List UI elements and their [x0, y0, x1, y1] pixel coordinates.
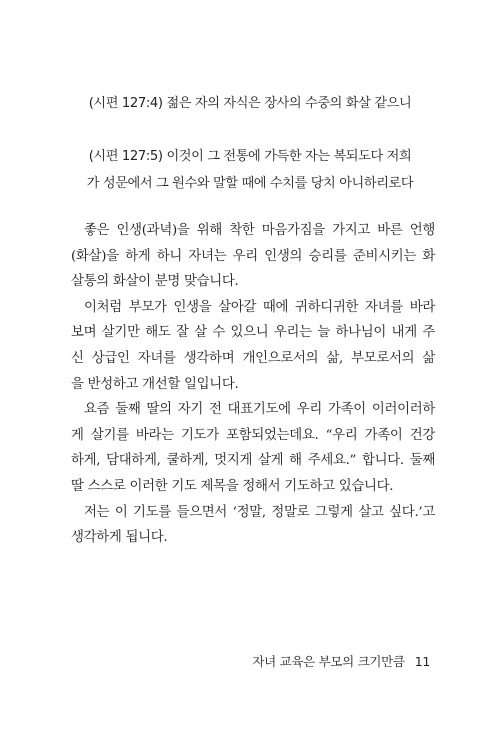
paragraph [71, 397, 435, 499]
scripture-verse-psalm-127-5 [60, 143, 440, 197]
text-line: 신 상급인 자녀를 생각하며 개인으로서의 삶, 부모로서의 삶 [71, 350, 435, 366]
text-line: 보며 살기만 해도 잘 살 수 있으니 우리는 늘 하나님이 내게 주 [71, 325, 435, 341]
scripture-verse-psalm-127-4 [60, 90, 440, 117]
book-title: 자녀 교육은 부모의 크기만큼 [252, 654, 405, 669]
text-line: 생각하게 됩니다. [71, 530, 168, 546]
text-line: 게 살기를 바라는 기도가 포함되었는데요. “우리 가족이 건강 [71, 427, 435, 443]
text-line: 하게, 담대하게, 쿨하게, 멋지게 살게 해 주세요.” 합니다. 둘째 [71, 453, 435, 469]
verse-line: 가 성문에서 그 원수와 말할 때에 수치를 당치 아니하리로다 [86, 176, 414, 191]
verse-line: (시편 127:4) 젊은 자의 자식은 장사의 수중의 화살 같으니 [88, 96, 412, 111]
text-line: 이처럼 부모가 인생을 살아갈 때에 귀하디귀한 자녀를 바라 [84, 299, 435, 315]
text-line: 좋은 인생(과녁)을 위해 착한 마음가짐을 가지고 바른 언행 [84, 223, 435, 238]
text-line: 살통의 화살이 분명 맞습니다. [71, 274, 239, 290]
body-text [71, 218, 435, 551]
text-line: 요즘 둘째 딸의 자기 전 대표기도에 우리 가족이 이러이러하 [84, 402, 435, 418]
text-line: 을 반성하고 개선할 일입니다. [71, 376, 239, 392]
page-number: 11 [414, 654, 430, 669]
verse-line: (시편 127:5) 이것이 그 전통에 가득한 자는 복되도다 저희 [88, 149, 412, 164]
running-footer [252, 652, 430, 670]
text-line: (화살)을 하게 하니 자녀는 우리 인생의 승리를 준비시키는 화 [71, 248, 435, 264]
paragraph [71, 218, 435, 295]
paragraph [71, 500, 435, 551]
text-line: 딸 스스로 이러한 기도 제목을 정해서 기도하고 있습니다. [71, 478, 394, 494]
text-line: 저는 이 기도를 들으면서 ‘정말, 정말로 그렇게 살고 싶다.’고 [84, 504, 435, 520]
paragraph [71, 295, 435, 397]
